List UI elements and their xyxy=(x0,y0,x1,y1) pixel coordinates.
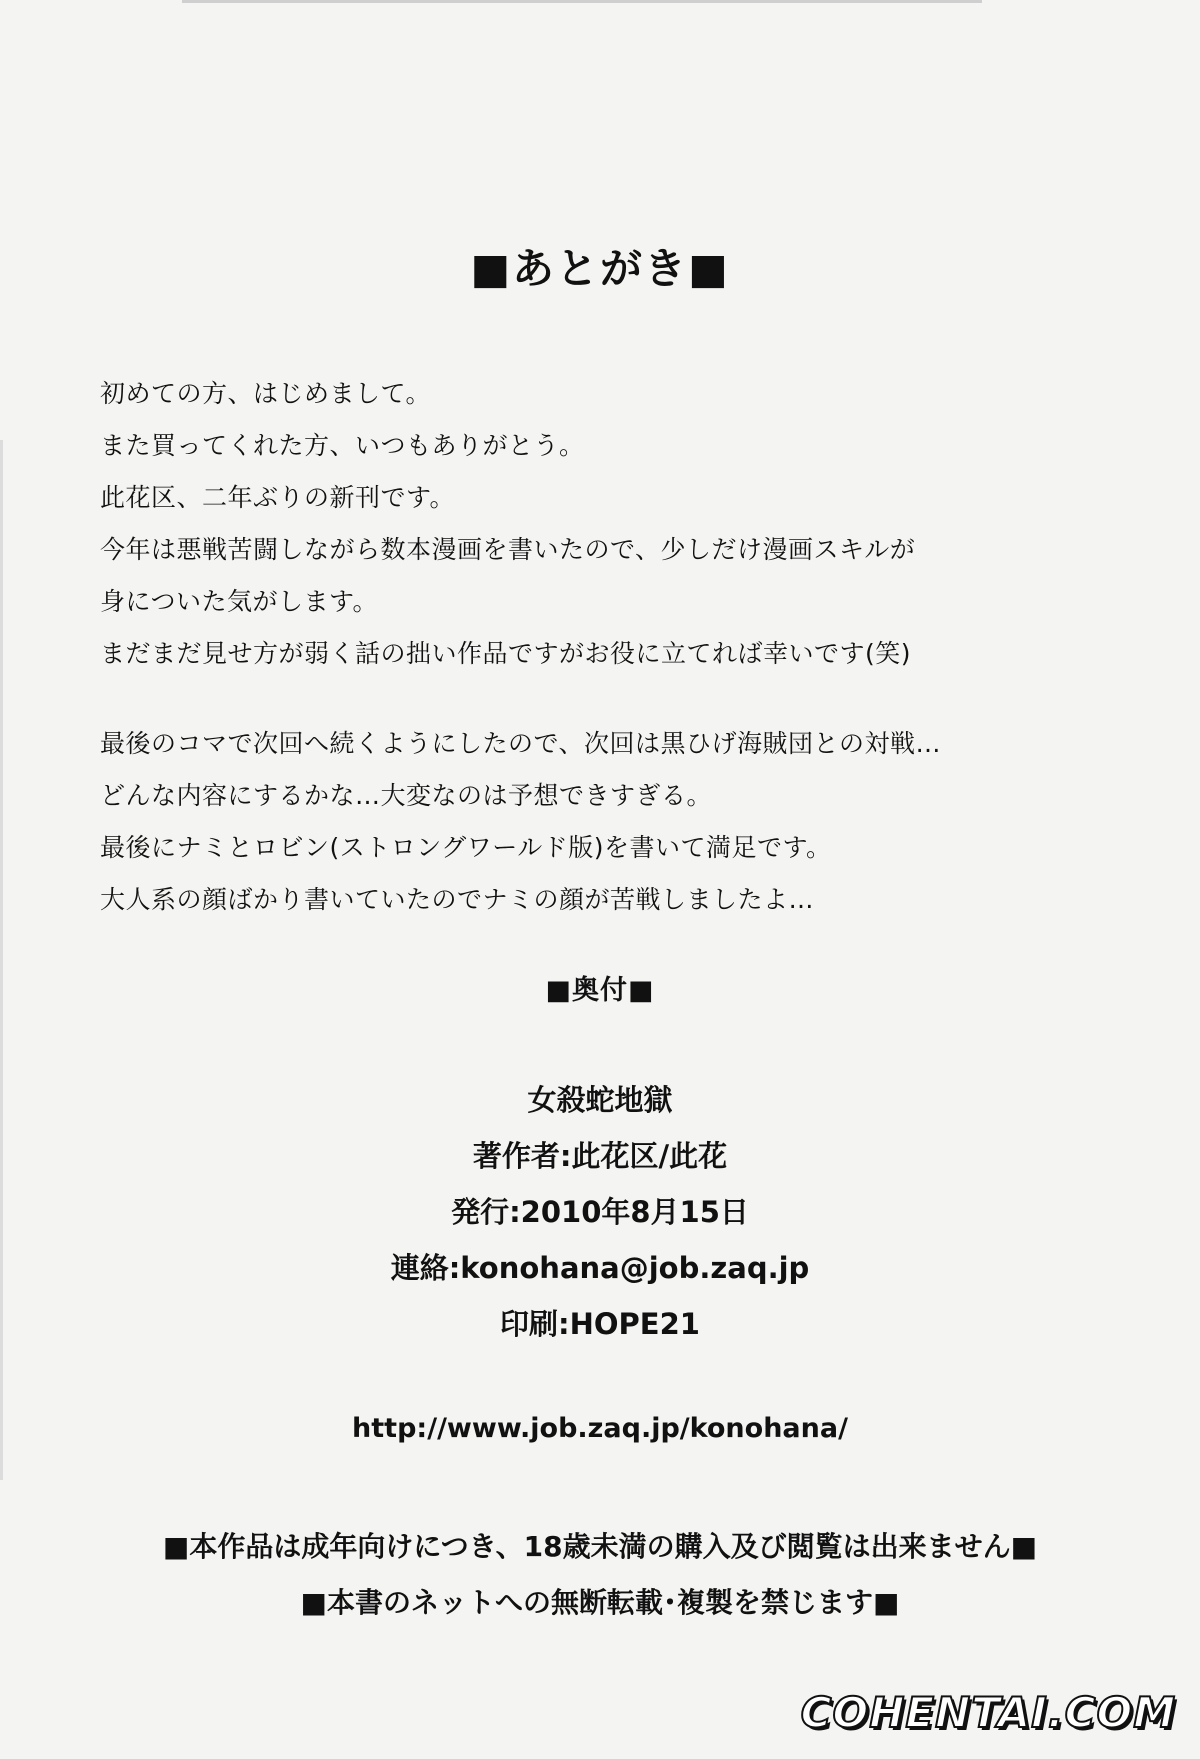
afterword-line: どんな内容にするかな…大変なのは予想できすぎる。 xyxy=(100,781,713,810)
colophon-title: ■奥付■ xyxy=(545,975,655,1006)
top-rule xyxy=(182,0,982,3)
author-line: 著作者:此花区/此花 xyxy=(472,1139,728,1173)
publish-date-line: 発行:2010年8月15日 xyxy=(451,1195,749,1229)
adult-only-notice: ■本作品は成年向けにつき、18歳未満の購入及び閲覧は出来ません■ xyxy=(162,1530,1038,1563)
afterword-title: ■あとがき■ xyxy=(470,244,730,293)
afterword-line: また買ってくれた方、いつもありがとう。 xyxy=(100,431,585,460)
afterword-line: 此花区、二年ぶりの新刊です。 xyxy=(100,483,456,512)
colophon-block xyxy=(0,1072,1200,1352)
book-title: 女殺蛇地獄 xyxy=(527,1083,673,1117)
afterword-line: まだまだ見せ方が弱く話の拙い作品ですがお役に立てれば幸いです(笑) xyxy=(100,639,912,668)
afterword-line: 最後にナミとロビン(ストロングワールド版)を書いて満足です。 xyxy=(100,833,832,862)
afterword-line: 身についた気がします。 xyxy=(100,587,379,616)
paragraph-gap xyxy=(100,680,1120,718)
afterword-line: 大人系の顔ばかり書いていたのでナミの顔が苦戦しましたよ… xyxy=(100,885,815,914)
no-reproduction-notice: ■本書のネットへの無断転載･複製を禁じます■ xyxy=(300,1586,900,1619)
website-url: http://www.job.zaq.jp/konohana/ xyxy=(352,1413,848,1444)
afterword-line: 最後のコマで次回へ続くようにしたので、次回は黒ひげ海賊団との対戦… xyxy=(100,729,942,758)
afterword-body xyxy=(100,368,1120,926)
afterword-line: 今年は悪戦苦闘しながら数本漫画を書いたので、少しだけ漫画スキルが xyxy=(100,535,916,564)
afterword-line: 初めての方、はじめまして。 xyxy=(100,379,432,408)
contact-line: 連絡:konohana@job.zaq.jp xyxy=(390,1251,810,1285)
printer-line: 印刷:HOPE21 xyxy=(500,1307,700,1341)
watermark-logo: COHENTAI.COM xyxy=(800,1688,1176,1737)
